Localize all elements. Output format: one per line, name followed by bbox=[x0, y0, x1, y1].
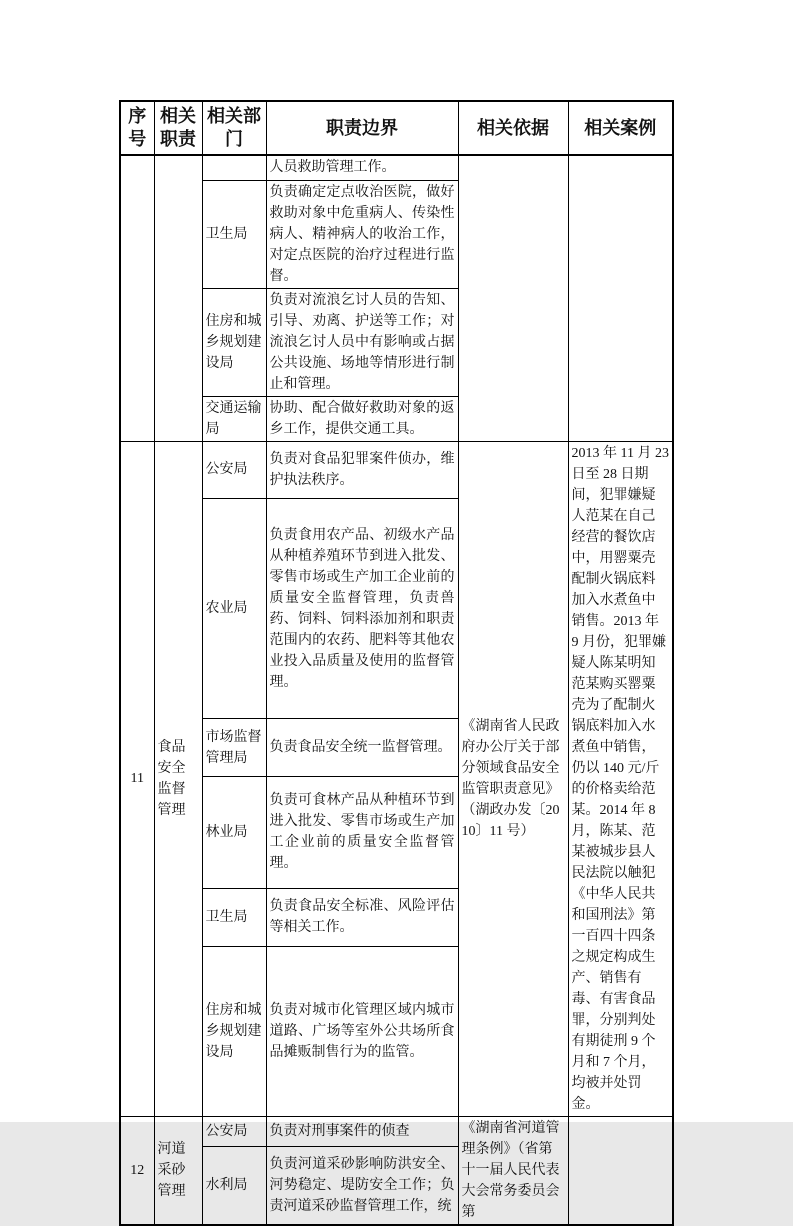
responsibility-table bbox=[119, 100, 674, 1226]
dept-cell: 农业局 bbox=[202, 499, 266, 719]
boundary-cell: 负责对刑事案件的侦查 bbox=[266, 1116, 458, 1146]
dept-cell: 公安局 bbox=[202, 1116, 266, 1146]
header-cell-3: 职责边界 bbox=[266, 101, 458, 155]
header-cell-0: 序号 bbox=[120, 101, 154, 155]
dept-cell: 公安局 bbox=[202, 441, 266, 499]
header-cell-4: 相关依据 bbox=[458, 101, 568, 155]
dept-cell: 林业局 bbox=[202, 777, 266, 889]
boundary-cell: 负责河道采砂影响防洪安全、河势稳定、堤防安全工作；负责河道采砂监督管理工作，统 bbox=[266, 1146, 458, 1224]
header-cell-2: 相关部门 bbox=[202, 101, 266, 155]
boundary-cell: 负责对流浪乞讨人员的告知、引导、劝离、护送等工作；对流浪乞讨人员中有影响或占据公共设施、场地等情形进行制止和管理。 bbox=[266, 288, 458, 396]
table-row bbox=[120, 155, 673, 180]
serial-cell: 11 bbox=[120, 441, 154, 1116]
table-row bbox=[120, 441, 673, 499]
boundary-cell: 负责食用农产品、初级水产品从种植养殖环节到进入批发、零售市场或生产加工企业前的质量安全监督管理，负责兽药、饲料、饲料添加剂和职责范围内的农药、肥料等其他农业投入品质量及使用的监督管理。 bbox=[266, 499, 458, 719]
dept-cell: 住房和城乡规划建设局 bbox=[202, 946, 266, 1116]
table-header bbox=[120, 101, 673, 155]
duty-cell: 食品安全监督管理 bbox=[154, 441, 202, 1116]
boundary-cell: 负责对城市化管理区域内城市道路、广场等室外公共场所食品摊贩制售行为的监管。 bbox=[266, 946, 458, 1116]
dept-cell bbox=[202, 155, 266, 180]
table-body bbox=[120, 155, 673, 1225]
case-cell bbox=[568, 1116, 673, 1225]
basis-cell bbox=[458, 155, 568, 441]
dept-cell: 市场监督管理局 bbox=[202, 719, 266, 777]
header-cell-5: 相关案例 bbox=[568, 101, 673, 155]
dept-cell: 水利局 bbox=[202, 1146, 266, 1224]
dept-cell: 卫生局 bbox=[202, 180, 266, 288]
serial-cell: 12 bbox=[120, 1116, 154, 1225]
case-cell bbox=[568, 155, 673, 441]
header-row bbox=[120, 101, 673, 155]
boundary-cell: 负责食品安全统一监督管理。 bbox=[266, 719, 458, 777]
boundary-cell: 负责对食品犯罪案件侦办，维护执法秩序。 bbox=[266, 441, 458, 499]
boundary-cell: 负责确定定点收治医院，做好救助对象中危重病人、传染性病人、精神病人的收治工作，对定点医院的治疗过程进行监督。 bbox=[266, 180, 458, 288]
basis-cell: 《湖南省人民政府办公厅关于部分领域食品安全监管职责意见》（湖政办发〔2010〕11 号） bbox=[458, 441, 568, 1116]
dept-cell: 交通运输局 bbox=[202, 396, 266, 441]
header-cell-1: 相关职责 bbox=[154, 101, 202, 155]
duty-cell bbox=[154, 155, 202, 441]
dept-cell: 卫生局 bbox=[202, 888, 266, 946]
boundary-cell: 负责食品安全标准、风险评估等相关工作。 bbox=[266, 888, 458, 946]
boundary-cell: 负责可食林产品从种植环节到进入批发、零售市场或生产加工企业前的质量安全监督管理。 bbox=[266, 777, 458, 889]
basis-cell: 《湖南省河道管理条例》（省第十一届人民代表大会常务委员会第 bbox=[458, 1116, 568, 1225]
dept-cell: 住房和城乡规划建设局 bbox=[202, 288, 266, 396]
serial-cell bbox=[120, 155, 154, 441]
table-row bbox=[120, 1116, 673, 1146]
duty-cell: 河道采砂管理 bbox=[154, 1116, 202, 1225]
case-cell: 2013 年 11 月 23 日至 28 日期间，犯罪嫌疑人范某在自己经营的餐饮店中，用罂粟壳配制火锅底料加入水煮鱼中销售。2013 年 9 月份，犯罪嫌疑人陈某明知范某购买罂粟壳为了配制火锅底料加入水煮鱼中销售，仍以 140 元/斤的价格卖给范某。2014 年 8 月，陈某、范某被城步县人民法院以触犯《中华人民共和国刑法》第一百四十四条之规定构成生产、销售有毒、有害食品罪，分别判处有期徒刑 9 个月和 7 个月，均被并处罚金。 bbox=[568, 441, 673, 1116]
boundary-cell: 人员救助管理工作。 bbox=[266, 155, 458, 180]
boundary-cell: 协助、配合做好救助对象的返乡工作，提供交通工具。 bbox=[266, 396, 458, 441]
